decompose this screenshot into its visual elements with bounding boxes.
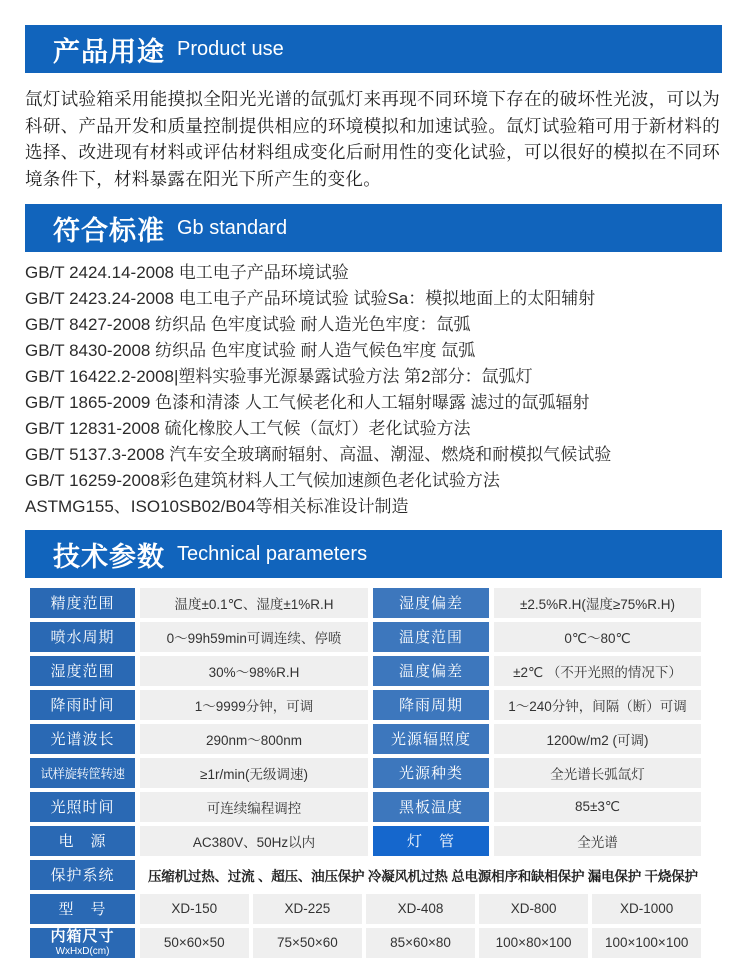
spec-label: 光源种类: [373, 758, 489, 788]
spec-value-protection: 压缩机过热、过流 、超压、油压保护 冷凝风机过热 总电源相序和缺相保护 漏电保护 干烧保护: [140, 860, 701, 890]
spec-value: 可连续编程调控: [140, 792, 368, 822]
section-title-zh: 技术参数: [53, 541, 165, 572]
table-row-humidity-range: [30, 656, 701, 686]
standards-item: GB/T 5137.3-2008 汽车安全玻璃耐辐射、高温、潮湿、燃烧和耐模拟气候试验: [25, 445, 612, 464]
spec-label: 温度范围: [373, 622, 489, 652]
model-value: XD-408: [366, 894, 475, 924]
standards-item: GB/T 8430-2008 纺织品 色牢度试验 耐人造气候色牢度 氙弧: [25, 341, 476, 360]
spec-label: 降雨时间: [30, 690, 135, 720]
section-header-product-use: [25, 25, 722, 73]
spec-value: 85±3℃: [494, 792, 701, 822]
spec-value: 1200w/m2 (可调): [494, 724, 701, 754]
table-row-wavelength: [30, 724, 701, 754]
model-value: XD-150: [140, 894, 249, 924]
table-row-protection: [30, 860, 701, 890]
spec-label: 型 号: [30, 894, 135, 924]
spec-value: 全光谱长弧氙灯: [494, 758, 701, 788]
spec-value: 全光谱: [494, 826, 701, 856]
spec-value: 1～240分钟，间隔（断）可调: [494, 690, 701, 720]
table-row-rain-time: [30, 690, 701, 720]
table-row-power: [30, 826, 701, 856]
spec-value: 30%～98%R.H: [140, 656, 368, 686]
spec-value: 1～9999分钟，可调: [140, 690, 368, 720]
inner-size-label: 内箱尺寸: [50, 928, 115, 945]
inner-size-cells: [140, 928, 701, 958]
spec-value: 290nm～800nm: [140, 724, 368, 754]
spec-label: 喷水周期: [30, 622, 135, 652]
spec-label: 试样旋转筐转速: [30, 758, 135, 788]
spec-label: 降雨周期: [373, 690, 489, 720]
product-use-paragraph: 氙灯试验箱采用能摸拟全阳光光谱的氙弧灯来再现不同环境下存在的破坏性光波，可以为科研、产品开发和质量控制提供相应的环境模拟和加速试验。氙灯试验箱可用于新材料的选择、改进现有材料或评估材料组成变化后耐用性的变化试验，可以很好的模拟在不同环境条件下，材料暴露在阳光下所产生的变化。: [25, 89, 720, 189]
section-title-zh: 符合标准: [53, 215, 165, 246]
spec-value: AC380V、50Hz以内: [140, 826, 368, 856]
spec-table: [30, 588, 701, 970]
spec-value: ±2℃ （不开光照的情况下）: [494, 656, 701, 686]
spec-label: 黑板温度: [373, 792, 489, 822]
model-value: XD-800: [479, 894, 588, 924]
spec-label: 光源辐照度: [373, 724, 489, 754]
inner-size-value: 75×50×60: [253, 928, 362, 958]
section-header-technical-parameters: [25, 530, 722, 578]
spec-label: 保护系统: [30, 860, 135, 890]
table-row-accuracy: [30, 588, 701, 618]
spec-label: 灯 管: [373, 826, 489, 856]
spec-label: 光照时间: [30, 792, 135, 822]
standards-item: GB/T 16422.2-2008|塑料实验事光源暴露试验方法 第2部分：氙弧灯: [25, 367, 533, 386]
spec-value: 温度±0.1℃、湿度±1%R.H: [140, 588, 368, 618]
spec-label: 湿度范围: [30, 656, 135, 686]
inner-size-value: 50×60×50: [140, 928, 249, 958]
spec-label: 温度偏差: [373, 656, 489, 686]
spec-label: 电 源: [30, 826, 135, 856]
inner-size-value: 100×80×100: [479, 928, 588, 958]
standards-list: [25, 260, 722, 520]
table-row-inner-size: [30, 928, 701, 958]
section-title-zh: 产品用途: [53, 36, 165, 67]
inner-size-unit: WxHxD(cm): [55, 945, 110, 957]
model-cells: [140, 894, 701, 924]
table-row-light-time: [30, 792, 701, 822]
standards-item: GB/T 2424.14-2008 电工电子产品环境试验: [25, 263, 349, 282]
spec-label: 湿度偏差: [373, 588, 489, 618]
standards-item: GB/T 8427-2008 纺织品 色牢度试验 耐人造光色牢度：氙弧: [25, 315, 471, 334]
standards-item: GB/T 1865-2009 色漆和清漆 人工气候老化和人工辐射曝露 滤过的氙弧辐射: [25, 393, 590, 412]
spec-label: 光谱波长: [30, 724, 135, 754]
section-title-en: Technical parameters: [177, 542, 368, 565]
standards-item: GB/T 2423.24-2008 电工电子产品环境试验 试验Sa：模拟地面上的太阳辅射: [25, 289, 596, 308]
standards-item: GB/T 12831-2008 硫化橡胶人工气候（氙灯）老化试验方法: [25, 419, 471, 438]
spec-value: ±2.5%R.H(湿度≥75%R.H): [494, 588, 701, 618]
spec-label: [30, 928, 135, 958]
spec-value: ≥1r/min(无级调速): [140, 758, 368, 788]
inner-size-value: 85×60×80: [366, 928, 475, 958]
table-row-rotation-speed: [30, 758, 701, 788]
standards-item: ASTMG155、ISO10SB02/B04等相关标准设计制造: [25, 497, 409, 516]
table-row-spray-cycle: [30, 622, 701, 652]
model-value: XD-1000: [592, 894, 701, 924]
table-row-models: [30, 894, 701, 924]
inner-size-value: 100×100×100: [592, 928, 701, 958]
spec-label: 精度范围: [30, 588, 135, 618]
section-title-en: Product use: [177, 37, 284, 60]
model-value: XD-225: [253, 894, 362, 924]
standards-item: GB/T 16259-2008彩色建筑材料人工气候加速颜色老化试验方法: [25, 471, 500, 490]
section-header-standards: [25, 204, 722, 252]
spec-value: 0～99h59min可调连续、停喷: [140, 622, 368, 652]
section-title-en: Gb standard: [177, 216, 288, 239]
spec-value: 0℃～80℃: [494, 622, 701, 652]
